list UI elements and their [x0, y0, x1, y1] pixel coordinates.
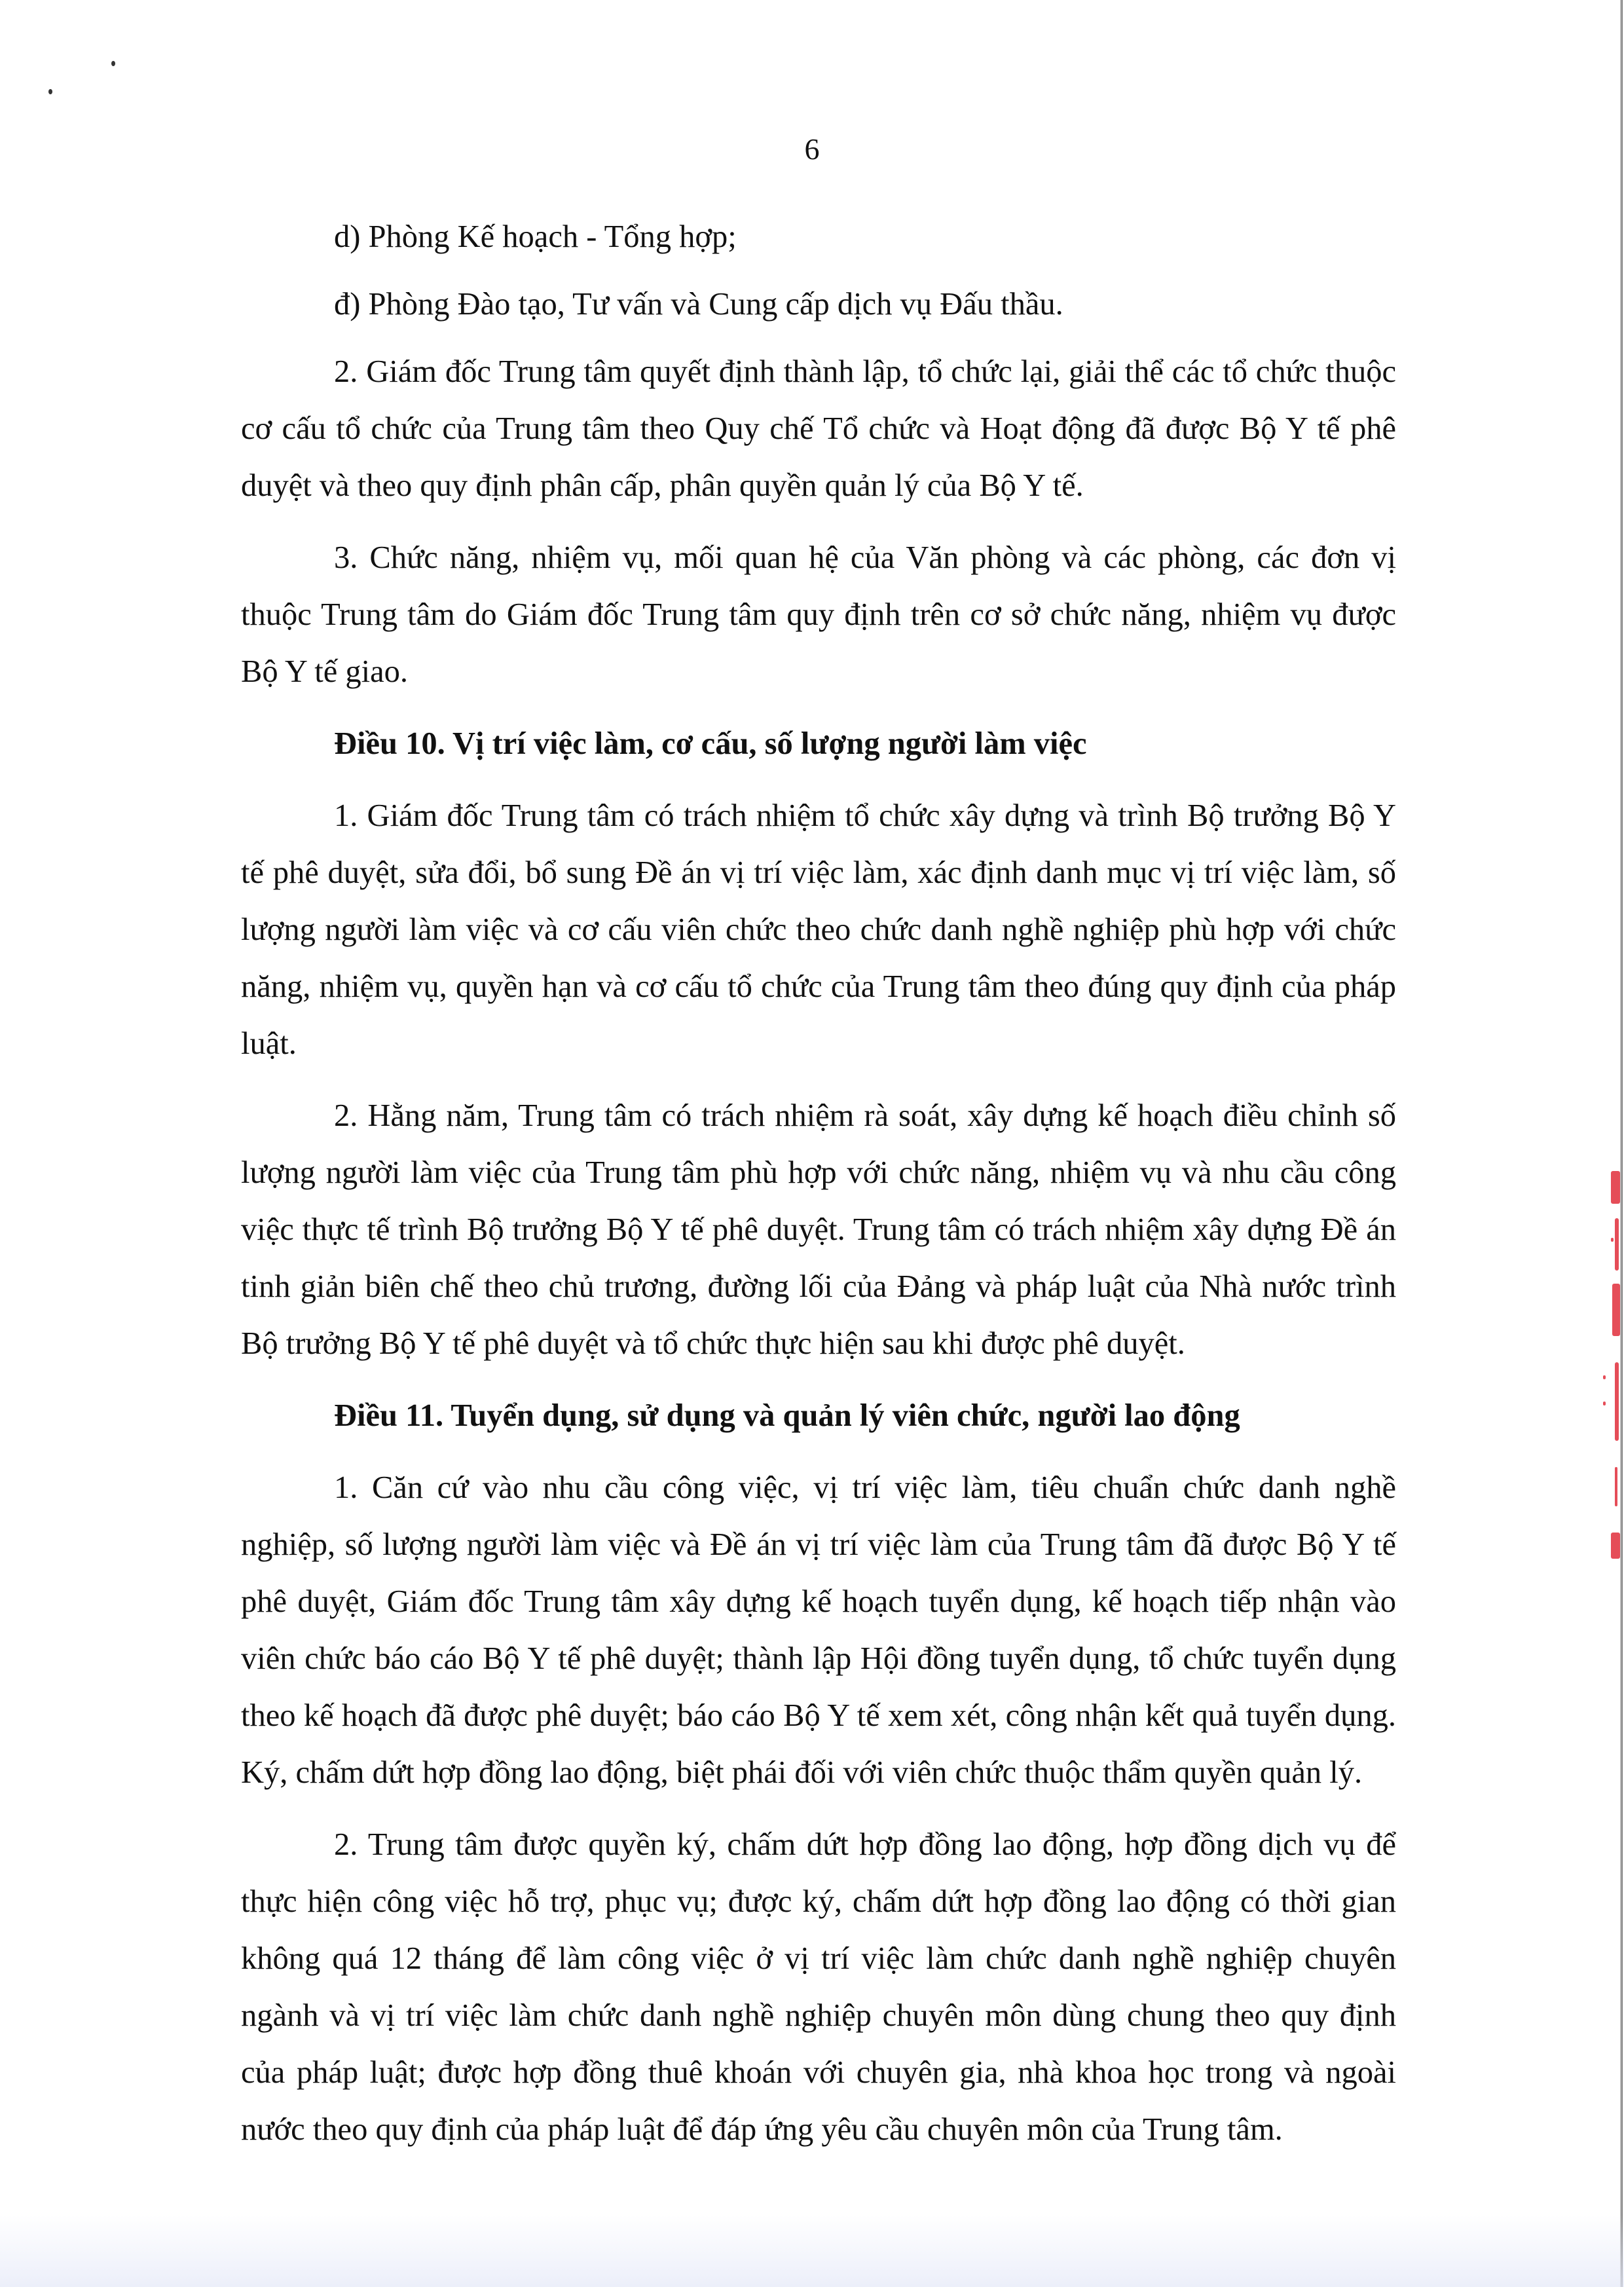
paragraph-clause-2: 2. Giám đốc Trung tâm quyết định thành lập, tổ chức lại, giải thể các tổ chức thuộc cơ cấu tổ chức của Trung tâm theo Quy chế Tổ chức và Hoạt động đã được Bộ Y tế phê duyệt và theo quy định phân cấp, phân quyền quản lý của Bộ Y tế. — [241, 354, 1396, 503]
document-body — [241, 208, 1396, 2173]
scan-bottom-shade — [0, 2215, 1624, 2287]
article-10-paragraph-2: 2. Hằng năm, Trung tâm có trách nhiệm rà soát, xây dựng kế hoạch điều chỉnh số lượng người làm việc của Trung tâm phù hợp với chức năng, nhiệm vụ và nhu cầu công việc thực tế trình Bộ trưởng Bộ Y tế phê duyệt. Trung tâm có trách nhiệm xây dựng Đề án tinh giản biên chế theo chủ trương, đường lối của Đảng và pháp luật của Nhà nước trình Bộ trưởng Bộ Y tế phê duyệt và tổ chức thực hiện sau khi được phê duyệt. — [241, 1098, 1396, 1361]
scan-right-edge — [1620, 0, 1623, 2287]
page-number: 6 — [804, 132, 820, 166]
article-10-paragraph-1: 1. Giám đốc Trung tâm có trách nhiệm tổ chức xây dựng và trình Bộ trưởng Bộ Y tế phê duyệt, sửa đổi, bổ sung Đề án vị trí việc làm, xác định danh mục vị trí việc làm, số lượng người làm việc và cơ cấu viên chức theo chức danh nghề nghiệp phù hợp với chức năng, nhiệm vụ, quyền hạn và cơ cấu tổ chức của Trung tâm theo đúng quy định của pháp luật. — [241, 798, 1396, 1061]
list-item-d: d) Phòng Kế hoạch - Tổng hợp; — [334, 219, 737, 254]
article-11-paragraph-1: 1. Căn cứ vào nhu cầu công việc, vị trí việc làm, tiêu chuẩn chức danh nghề nghiệp, số lượng người làm việc và Đề án vị trí việc làm của Trung tâm đã được Bộ Y tế phê duyệt, Giám đốc Trung tâm xây dựng kế hoạch tuyển dụng, kế hoạch tiếp nhận vào viên chức báo cáo Bộ Y tế phê duyệt; thành lập Hội đồng tuyển dụng, tổ chức tuyển dụng theo kế hoạch đã được phê duyệt; báo cáo Bộ Y tế xem xét, công nhận kết quả tuyển dụng. Ký, chấm dứt hợp đồng lao động, biệt phái đối với viên chức thuộc thẩm quyền quản lý. — [241, 1470, 1396, 1790]
article-11-paragraph-2: 2. Trung tâm được quyền ký, chấm dứt hợp đồng lao động, hợp đồng dịch vụ để thực hiện công việc hỗ trợ, phục vụ; được ký, chấm dứt hợp đồng lao động có thời gian không quá 12 tháng để làm công việc ở vị trí việc làm chức danh nghề nghiệp chuyên ngành và vị trí việc làm chức danh nghề nghiệp chuyên môn dùng chung theo quy định của pháp luật; được hợp đồng thuê khoán với chuyên gia, nhà khoa học trong và ngoài nước theo quy định của pháp luật để đáp ứng yêu cầu chuyên môn của Trung tâm. — [241, 1827, 1396, 2147]
article-10-heading: Điều 10. Vị trí việc làm, cơ cấu, số lượng người làm việc — [334, 726, 1087, 761]
scan-speck — [48, 89, 52, 94]
paragraph-clause-3: 3. Chức năng, nhiệm vụ, mối quan hệ của Văn phòng và các phòng, các đơn vị thuộc Trung tâm do Giám đốc Trung tâm quy định trên cơ sở chức năng, nhiệm vụ được Bộ Y tế giao. — [241, 540, 1396, 689]
scan-speck — [111, 61, 115, 66]
article-11-heading: Điều 11. Tuyển dụng, sử dụng và quản lý viên chức, người lao động — [334, 1398, 1240, 1433]
list-item-dd: đ) Phòng Đào tạo, Tư vấn và Cung cấp dịch vụ Đấu thầu. — [334, 287, 1063, 322]
red-stamp-fragment — [1581, 1166, 1620, 1624]
